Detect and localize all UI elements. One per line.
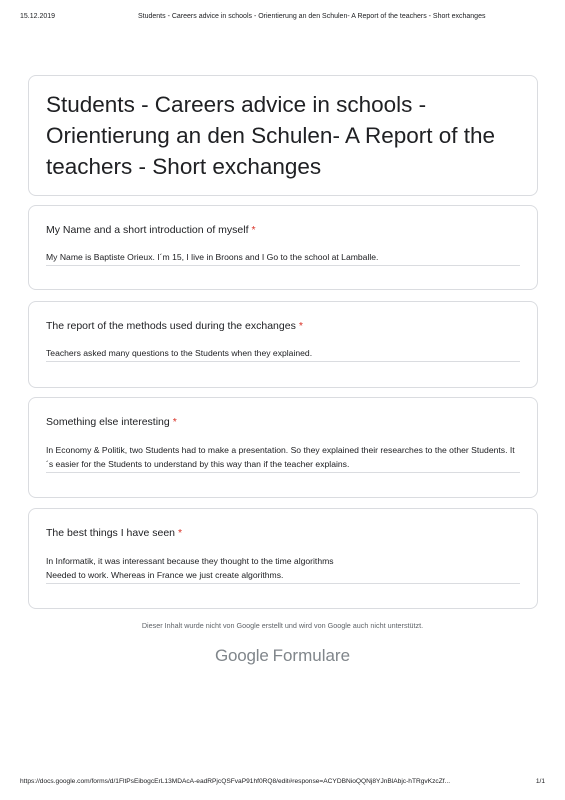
answer-text: In Economy & Politik, two Students had to make a presentation. So they explained their researches to the other Students. It´s easier for the Students to understand by this way than if the teacher explains. bbox=[46, 443, 520, 473]
question-card-introduction bbox=[28, 205, 538, 290]
question-label bbox=[46, 527, 182, 539]
print-url: https://docs.google.com/forms/d/1FltPsEibogcErL13MDAcA-eadRPjcQSFvaP91hf0RQ8/edit#response=ACYDBNioQQNj8YJnBlAbjc-hTRgvKzcZf... bbox=[20, 778, 451, 785]
required-marker: * bbox=[251, 224, 256, 236]
required-marker: * bbox=[172, 416, 177, 428]
form-title-card bbox=[28, 75, 538, 196]
required-marker: * bbox=[298, 320, 303, 332]
print-title: Students - Careers advice in schools - Orientierung an den Schulen- A Report of the teachers - Short exchanges bbox=[138, 13, 486, 20]
question-card-interesting bbox=[28, 397, 538, 498]
google-forms-logo[interactable] bbox=[0, 646, 565, 666]
question-text: Something else interesting bbox=[46, 416, 170, 428]
question-text: The report of the methods used during the exchanges bbox=[46, 320, 296, 332]
question-label bbox=[46, 320, 303, 332]
question-text: My Name and a short introduction of myself bbox=[46, 224, 249, 236]
question-card-methods bbox=[28, 301, 538, 388]
answer-text: In Informatik, it was interessant because they thought to the time algorithms Needed to work. Whereas in France we just create algorithms. bbox=[46, 554, 520, 584]
question-card-best-things bbox=[28, 508, 538, 609]
form-title: Students - Careers advice in schools - Orientierung an den Schulen- A Report of the teachers - Short exchanges bbox=[46, 92, 496, 179]
answer-text: Teachers asked many questions to the Students when they explained. bbox=[46, 346, 520, 362]
required-marker: * bbox=[178, 527, 183, 539]
google-wordmark: Google bbox=[214, 646, 269, 665]
answer-text: My Name is Baptiste Orieux. I´m 15, I live in Broons and I Go to the school at Lamballe. bbox=[46, 250, 520, 266]
print-header bbox=[20, 13, 545, 25]
question-text: The best things I have seen bbox=[46, 527, 175, 539]
disclaimer-text: Dieser Inhalt wurde nicht von Google erstellt und wird von Google auch nicht unterstützt. bbox=[141, 621, 424, 630]
print-date: 15.12.2019 bbox=[20, 13, 56, 20]
question-label bbox=[46, 224, 256, 236]
question-label bbox=[46, 416, 177, 428]
forms-wordmark: Formulare bbox=[272, 646, 351, 665]
page-number: 1/1 bbox=[535, 778, 545, 785]
